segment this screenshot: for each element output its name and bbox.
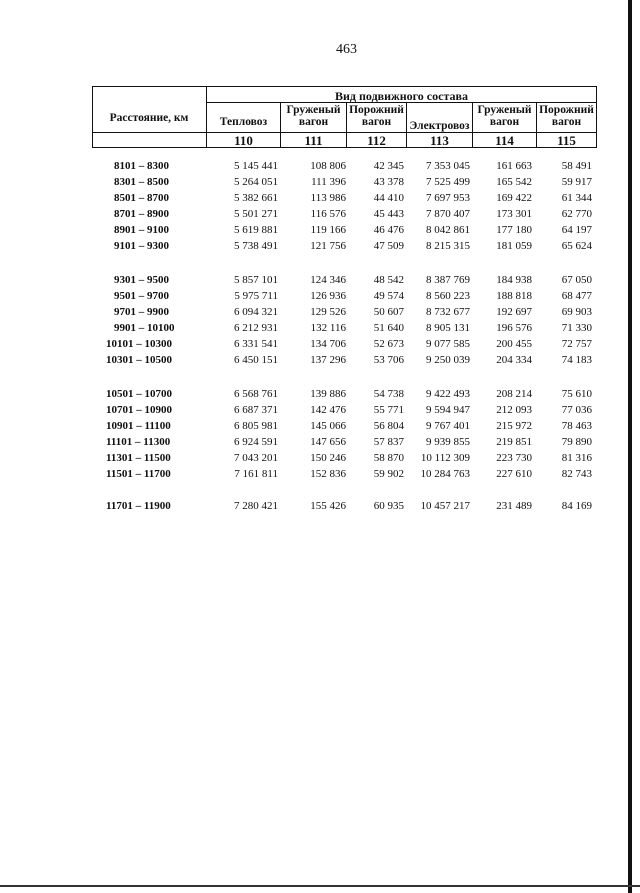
cell-value: 46 476: [373, 224, 404, 236]
distance-from: 8501: [114, 192, 136, 204]
cell-value: 132 116: [310, 322, 346, 334]
col-number-113: 113: [430, 133, 449, 148]
cell-value: 6 450 151: [234, 354, 278, 366]
range-dash: –: [136, 274, 147, 286]
cell-value: 121 756: [310, 240, 346, 252]
table-row: [92, 500, 597, 514]
cell-value: 6 568 761: [234, 388, 278, 400]
cell-value: 227 610: [496, 468, 532, 480]
distance-to: 10700: [144, 388, 172, 400]
cell-value: 7 525 499: [426, 176, 470, 188]
col-number-111: 111: [304, 133, 323, 148]
table-row: [92, 192, 597, 206]
distance-from: 11701: [106, 500, 133, 512]
distance-to: 10900: [144, 404, 172, 416]
cell-value: 5 382 661: [234, 192, 278, 204]
cell-value: 7 280 421: [234, 500, 278, 512]
distance-range: [114, 306, 169, 318]
distance-from: 8901: [114, 224, 136, 236]
cell-value: 150 246: [310, 452, 346, 464]
cell-value: 7 697 953: [426, 192, 470, 204]
distance-to: 11300: [143, 436, 171, 448]
distance-range: [114, 290, 169, 302]
cell-value: 7 353 045: [426, 160, 470, 172]
cell-value: 43 378: [373, 176, 404, 188]
cell-value: 64 197: [561, 224, 592, 236]
range-dash: –: [132, 452, 144, 464]
cell-value: 7 161 811: [234, 468, 278, 480]
range-dash: –: [133, 420, 145, 432]
distance-to: 8300: [147, 160, 169, 172]
distance-to: 11700: [143, 468, 171, 480]
cell-value: 173 301: [496, 208, 532, 220]
distance-from: 9101: [114, 240, 136, 252]
cell-value: 219 851: [496, 436, 532, 448]
distance-range: [106, 338, 172, 350]
cell-value: 215 972: [496, 420, 532, 432]
distance-from: 10501: [106, 388, 134, 400]
cell-value: 5 264 051: [234, 176, 278, 188]
distance-to: 9900: [147, 306, 169, 318]
col-number-114: 114: [495, 133, 514, 148]
cell-value: 142 476: [310, 404, 346, 416]
distance-range: [114, 160, 169, 172]
cell-value: 5 738 491: [234, 240, 278, 252]
cell-value: 116 576: [310, 208, 346, 220]
cell-value: 69 903: [561, 306, 592, 318]
col-number-112: 112: [367, 133, 386, 148]
cell-value: 59 902: [373, 468, 404, 480]
col-header-114: Груженый вагон: [477, 104, 532, 128]
page-edge-bottom: [0, 885, 640, 887]
table-row: [92, 290, 597, 304]
cell-value: 152 836: [310, 468, 346, 480]
group-title: Вид подвижного состава: [335, 89, 468, 103]
cell-value: 108 806: [310, 160, 346, 172]
distance-to: 9100: [147, 224, 169, 236]
range-dash: –: [136, 192, 147, 204]
table-row: [92, 160, 597, 174]
cell-value: 231 489: [496, 500, 532, 512]
table-row: [92, 240, 597, 254]
cell-value: 56 804: [373, 420, 404, 432]
cell-value: 126 936: [310, 290, 346, 302]
distance-to: 11500: [143, 452, 171, 464]
cell-value: 10 457 217: [420, 500, 470, 512]
cell-value: 10 112 309: [420, 452, 470, 464]
table-row: [92, 176, 597, 190]
cell-value: 74 183: [561, 354, 592, 366]
table-row: [92, 404, 597, 418]
cell-value: 78 463: [561, 420, 592, 432]
cell-value: 55 771: [373, 404, 404, 416]
cell-value: 8 215 315: [426, 240, 470, 252]
cell-value: 113 986: [310, 192, 346, 204]
cell-value: 52 673: [373, 338, 404, 350]
distance-from: 11501: [106, 468, 133, 480]
distance-from: 9301: [114, 274, 136, 286]
cell-value: 9 250 039: [426, 354, 470, 366]
cell-value: 60 935: [373, 500, 404, 512]
cell-value: 42 345: [373, 160, 404, 172]
distance-to: 10300: [144, 338, 172, 350]
cell-value: 111 396: [311, 176, 346, 188]
cell-value: 5 857 101: [234, 274, 278, 286]
distance-range: [114, 176, 169, 188]
cell-value: 145 066: [310, 420, 346, 432]
col-number-110: 110: [234, 133, 253, 148]
range-dash: –: [132, 436, 144, 448]
range-dash: –: [136, 160, 147, 172]
range-dash: –: [136, 208, 147, 220]
cell-value: 47 509: [373, 240, 404, 252]
distance-from: 8701: [114, 208, 136, 220]
distance-to: 9500: [147, 274, 169, 286]
distance-from: 9901: [114, 322, 136, 334]
distance-from: 10101: [106, 338, 134, 350]
distance-range: [106, 452, 171, 464]
distance-range: [106, 468, 171, 480]
cell-value: 192 697: [496, 306, 532, 318]
distance-range: [106, 388, 172, 400]
range-dash: –: [136, 224, 147, 236]
cell-value: 59 917: [561, 176, 592, 188]
range-dash: –: [136, 176, 147, 188]
cell-value: 6 687 371: [234, 404, 278, 416]
distance-to: 9300: [147, 240, 169, 252]
cell-value: 196 576: [496, 322, 532, 334]
cell-value: 7 043 201: [234, 452, 278, 464]
distance-range: [114, 274, 169, 286]
table-header: [92, 86, 597, 148]
cell-value: 8 560 223: [426, 290, 470, 302]
range-dash: –: [136, 290, 147, 302]
cell-value: 161 663: [496, 160, 532, 172]
distance-from: 11301: [106, 452, 133, 464]
cell-value: 51 640: [373, 322, 404, 334]
cell-value: 5 619 881: [234, 224, 278, 236]
cell-value: 8 732 677: [426, 306, 470, 318]
distance-range: [106, 404, 172, 416]
distance-from: 8101: [114, 160, 136, 172]
distance-to: 10500: [144, 354, 172, 366]
cell-value: 169 422: [496, 192, 532, 204]
cell-value: 75 610: [561, 388, 592, 400]
cell-value: 45 443: [373, 208, 404, 220]
cell-value: 9 939 855: [426, 436, 470, 448]
cell-value: 6 331 541: [234, 338, 278, 350]
range-dash: –: [133, 338, 145, 350]
table-row: [92, 388, 597, 402]
cell-value: 58 491: [561, 160, 592, 172]
table-row: [92, 306, 597, 320]
distance-from: 10301: [106, 354, 134, 366]
cell-value: 9 594 947: [426, 404, 470, 416]
distance-range: [114, 240, 169, 252]
distance-from: 10701: [106, 404, 134, 416]
table-row: [92, 452, 597, 466]
distance-to: 9700: [147, 290, 169, 302]
cell-value: 6 094 321: [234, 306, 278, 318]
distance-from: 9501: [114, 290, 136, 302]
cell-value: 68 477: [561, 290, 592, 302]
table-row: [92, 274, 597, 288]
cell-value: 9 077 585: [426, 338, 470, 350]
cell-value: 54 738: [373, 388, 404, 400]
col-header-111: Груженый вагон: [286, 104, 341, 128]
cell-value: 208 214: [496, 388, 532, 400]
distance-to: 10100: [147, 322, 175, 334]
distance-range: [114, 224, 169, 236]
cell-value: 84 169: [561, 500, 592, 512]
cell-value: 188 818: [496, 290, 532, 302]
distance-from: 8301: [114, 176, 136, 188]
col-header-112: Порожний вагон: [349, 104, 404, 128]
distance-to: 11900: [143, 500, 171, 512]
cell-value: 81 316: [561, 452, 592, 464]
table-row: [92, 322, 597, 336]
cell-value: 5 975 711: [234, 290, 278, 302]
cell-value: 9 422 493: [426, 388, 470, 400]
range-dash: –: [136, 322, 147, 334]
cell-value: 9 767 401: [426, 420, 470, 432]
range-dash: –: [133, 404, 145, 416]
cell-value: 177 180: [496, 224, 532, 236]
cell-value: 6 924 591: [234, 436, 278, 448]
cell-value: 50 607: [373, 306, 404, 318]
distance-range: [106, 500, 171, 512]
cell-value: 77 036: [561, 404, 592, 416]
range-dash: –: [133, 354, 145, 366]
cell-value: 8 905 131: [426, 322, 470, 334]
cell-value: 10 284 763: [420, 468, 470, 480]
cell-value: 147 656: [310, 436, 346, 448]
cell-value: 200 455: [496, 338, 532, 350]
cell-value: 204 334: [496, 354, 532, 366]
distance-to: 11100: [144, 420, 171, 432]
cell-value: 165 542: [496, 176, 532, 188]
distance-range: [114, 322, 175, 334]
distance-from: 9701: [114, 306, 136, 318]
cell-value: 8 042 861: [426, 224, 470, 236]
range-dash: –: [132, 500, 144, 512]
col-header-113: Электровоз: [409, 120, 470, 132]
cell-value: 155 426: [310, 500, 346, 512]
distance-header: Расстояние, км: [109, 112, 189, 124]
cell-value: 65 624: [561, 240, 592, 252]
cell-value: 7 870 407: [426, 208, 470, 220]
cell-value: 71 330: [561, 322, 592, 334]
distance-range: [106, 354, 172, 366]
cell-value: 5 145 441: [234, 160, 278, 172]
table-row: [92, 208, 597, 222]
table-row: [92, 354, 597, 368]
col-header-110: Тепловоз: [219, 116, 268, 128]
range-dash: –: [133, 388, 145, 400]
table-row: [92, 468, 597, 482]
col-header-115: Порожний вагон: [539, 104, 594, 128]
cell-value: 49 574: [373, 290, 404, 302]
cell-value: 8 387 769: [426, 274, 470, 286]
cell-value: 139 886: [310, 388, 346, 400]
cell-value: 72 757: [561, 338, 592, 350]
col-number-115: 115: [557, 133, 576, 148]
cell-value: 6 805 981: [234, 420, 278, 432]
cell-value: 79 890: [561, 436, 592, 448]
cell-value: 134 706: [310, 338, 346, 350]
cell-value: 184 938: [496, 274, 532, 286]
cell-value: 58 870: [373, 452, 404, 464]
range-dash: –: [132, 468, 144, 480]
table-row: [92, 436, 597, 450]
cell-value: 137 296: [310, 354, 346, 366]
cell-value: 48 542: [373, 274, 404, 286]
distance-to: 8900: [147, 208, 169, 220]
distance-range: [114, 192, 169, 204]
cell-value: 53 706: [373, 354, 404, 366]
distance-range: [106, 420, 171, 432]
cell-value: 6 212 931: [234, 322, 278, 334]
cell-value: 129 526: [310, 306, 346, 318]
distance-from: 11101: [106, 436, 133, 448]
cell-value: 44 410: [373, 192, 404, 204]
cell-value: 181 059: [496, 240, 532, 252]
distance-range: [106, 436, 170, 448]
distance-to: 8500: [147, 176, 169, 188]
cell-value: 124 346: [310, 274, 346, 286]
distance-to: 8700: [147, 192, 169, 204]
distance-range: [114, 208, 169, 220]
range-dash: –: [136, 240, 147, 252]
table-row: [92, 420, 597, 434]
cell-value: 67 050: [561, 274, 592, 286]
cell-value: 82 743: [561, 468, 592, 480]
cell-value: 119 166: [310, 224, 346, 236]
cell-value: 62 770: [561, 208, 592, 220]
page-number: 463: [336, 42, 357, 57]
cell-value: 5 501 271: [234, 208, 278, 220]
page-edge-right: [628, 0, 632, 893]
range-dash: –: [136, 306, 147, 318]
cell-value: 61 344: [561, 192, 592, 204]
distance-from: 10901: [106, 420, 134, 432]
table-row: [92, 224, 597, 238]
cell-value: 223 730: [496, 452, 532, 464]
cell-value: 212 093: [496, 404, 532, 416]
cell-value: 57 837: [373, 436, 404, 448]
table-row: [92, 338, 597, 352]
